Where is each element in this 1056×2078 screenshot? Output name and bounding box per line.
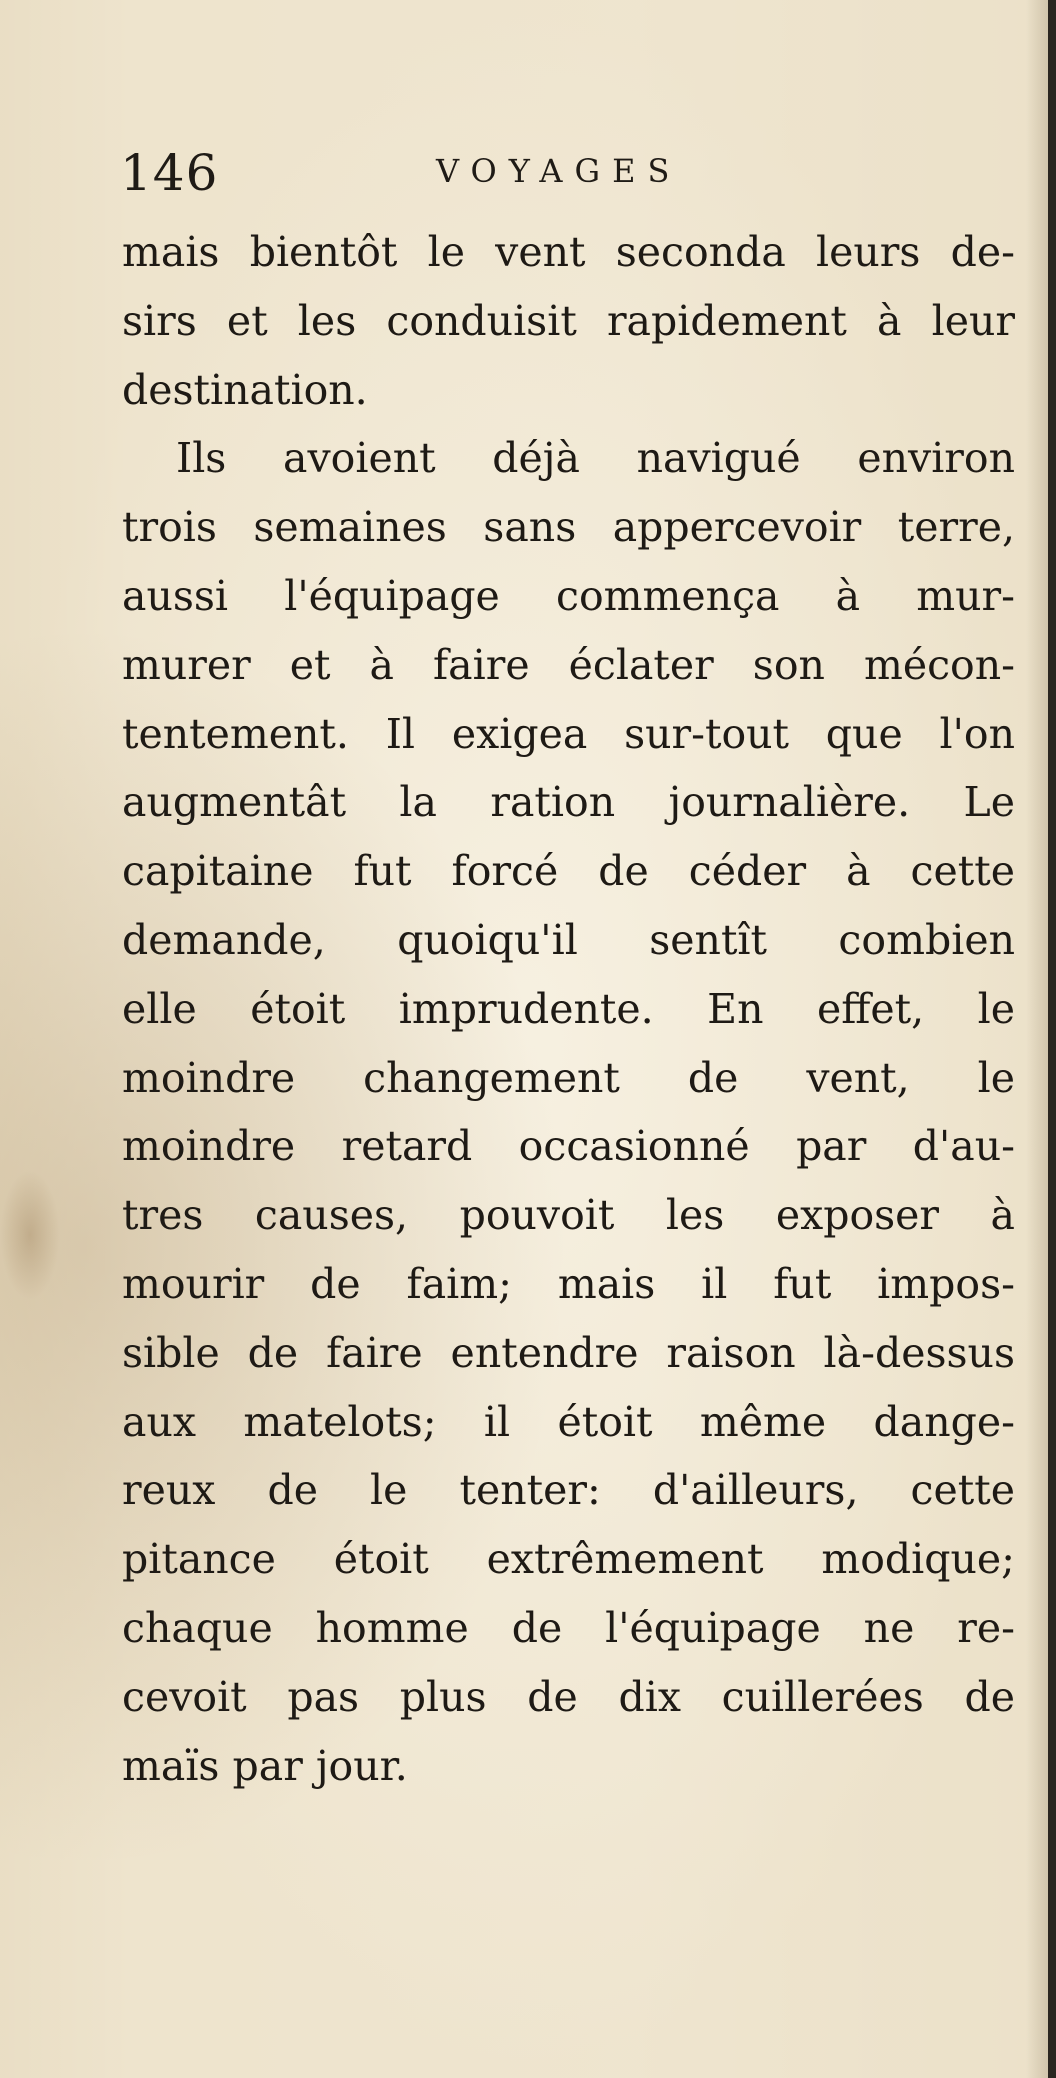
text-line: moindre changement de vent, le	[122, 1053, 1015, 1102]
text-line: sirs et les conduisit rapidement à leur	[122, 296, 1015, 345]
page-number: 146	[120, 144, 219, 202]
text-line: cevoit pas plus de dix cuillerées de	[122, 1672, 1015, 1721]
page-gutter-shadow	[1026, 0, 1048, 2078]
paper-stain	[0, 1170, 60, 1300]
text-line: capitaine fut forcé de céder à cette	[122, 847, 1015, 896]
text-line: chaque homme de l'équipage ne re-	[122, 1603, 1015, 1652]
body-text	[122, 218, 1015, 1800]
text-line: Ils avoient déjà navigué environ	[176, 434, 1015, 483]
text-line: aussi l'équipage commença à mur-	[122, 571, 1015, 620]
text-line: maïs par jour.	[122, 1741, 408, 1790]
text-line: tres causes, pouvoit les exposer à	[122, 1191, 1015, 1240]
text-line: reux de le tenter: d'ailleurs, cette	[122, 1466, 1015, 1515]
text-line: demande, quoiqu'il sentît combien	[122, 915, 1015, 964]
text-line: sible de faire entendre raison là-dessus	[122, 1328, 1015, 1377]
text-line: destination.	[122, 365, 368, 414]
text-line: mourir de faim; mais il fut impos-	[122, 1259, 1015, 1308]
running-title: VOYAGES	[436, 152, 682, 190]
text-line: mais bientôt le vent seconda leurs de-	[122, 228, 1015, 276]
text-line: moindre retard occasionné par d'au-	[122, 1122, 1015, 1171]
text-line: elle étoit imprudente. En effet, le	[122, 984, 1015, 1033]
text-line: murer et à faire éclater son mécon-	[122, 640, 1015, 689]
text-line: trois semaines sans appercevoir terre,	[122, 503, 1015, 552]
page-edge	[1048, 0, 1056, 2078]
text-line: aux matelots; il étoit même dange-	[122, 1397, 1015, 1446]
text-line: tentement. Il exigea sur-tout que l'on	[122, 709, 1015, 758]
text-line: pitance étoit extrêmement modique;	[122, 1535, 1015, 1584]
running-head	[120, 138, 820, 208]
text-line: augmentât la ration journalière. Le	[122, 778, 1015, 827]
